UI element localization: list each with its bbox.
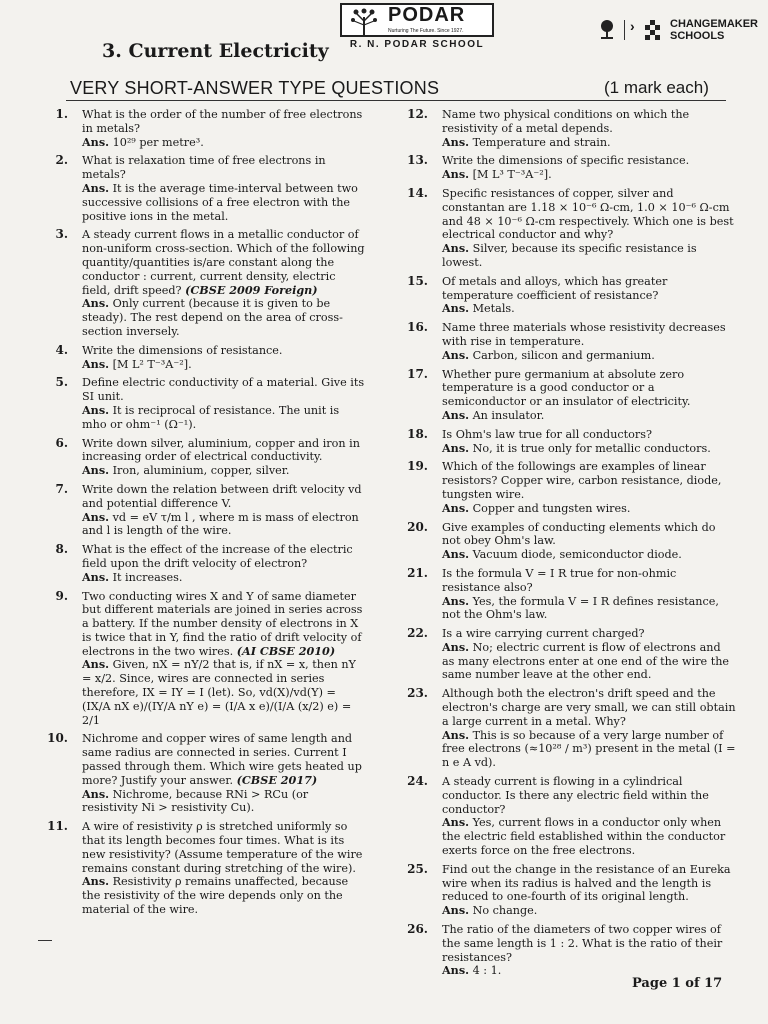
question-number: 3. <box>55 227 68 242</box>
answer-text: Metals. <box>472 302 515 316</box>
answer-label: Ans. <box>442 639 470 654</box>
answer-text: Iron, aluminium, copper, silver. <box>112 464 290 478</box>
question-number: 5. <box>55 375 68 390</box>
answer-label: Ans. <box>442 347 470 362</box>
question-number: 21. <box>407 565 428 580</box>
answer-label: Ans. <box>82 402 110 417</box>
question-item <box>402 863 736 918</box>
question-number: 4. <box>55 342 68 357</box>
question-body: Give examples of conducting elements which do not obey Ohm's law. <box>442 520 716 548</box>
question-item <box>42 543 366 584</box>
answer <box>82 358 366 372</box>
question-number: 18. <box>407 426 428 441</box>
answer-text: It is reciprocal of resistance. The unit is mho or ohm⁻¹ (Ω⁻¹). <box>82 403 340 431</box>
section-title: VERY SHORT-ANSWER TYPE QUESTIONS <box>70 78 440 98</box>
question-body: What is the order of the number of free electrons in metals? <box>82 108 363 135</box>
margin-dash <box>38 940 52 941</box>
question-text <box>82 732 366 787</box>
question-item <box>42 228 366 338</box>
question-item <box>402 567 736 622</box>
answer-label: Ans. <box>82 509 110 524</box>
question-number: 13. <box>407 153 428 168</box>
answer <box>442 595 736 623</box>
crest-icon <box>596 18 618 40</box>
question-body: A steady current flows in a metallic conductor of non-uniform cross-section. Which of the following quantity/quantities is/are constant along the conductor : current, current density, electric field, drift speed? <box>82 228 365 297</box>
question-text <box>442 428 736 442</box>
question-item <box>402 627 736 682</box>
question-text <box>82 108 366 136</box>
question-item <box>42 590 366 728</box>
answer <box>82 136 366 150</box>
answer <box>442 816 736 857</box>
answer-label: Ans. <box>442 407 470 422</box>
answer-label: Ans. <box>82 296 110 311</box>
answer-text: Vacuum diode, semiconductor diode. <box>472 548 682 562</box>
question-number: 7. <box>55 481 68 496</box>
question-body: Which of the followings are examples of linear resistors? Copper wire, carbon resistance, diode, tungsten wire. <box>442 460 722 501</box>
question-body: Define electric conductivity of a material. Give its SI unit. <box>82 376 365 404</box>
answer-text: vd = eV τ/m l , where m is mass of electron and l is length of the wire. <box>82 510 359 538</box>
answer-text: [M L² T⁻³A⁻²]. <box>112 357 192 371</box>
question-number: 16. <box>407 320 428 335</box>
question-item <box>42 437 366 478</box>
answer <box>442 442 736 456</box>
question-item <box>402 368 736 423</box>
question-number: 19. <box>407 459 428 474</box>
answer-text: 4 : 1. <box>472 964 502 978</box>
answer <box>82 511 366 539</box>
question-number: 9. <box>55 588 68 603</box>
question-body: What is relaxation time of free electrons in metals? <box>82 154 326 182</box>
question-item <box>402 923 736 978</box>
question-item <box>402 275 736 316</box>
question-item <box>402 775 736 858</box>
answer <box>442 302 736 316</box>
question-text <box>82 483 366 511</box>
question-text <box>82 590 366 659</box>
question-body: Write the dimensions of resistance. <box>82 343 283 357</box>
question-number: 15. <box>407 273 428 288</box>
chevron-right-icon: › <box>630 18 635 34</box>
question-body: Whether pure germanium at absolute zero temperature is a good conductor or a semiconductor or an insulator of electricity. <box>442 367 691 409</box>
answer-label: Ans. <box>82 569 110 584</box>
question-body: What is the effect of the increase of the electric field upon the drift velocity of electron? <box>82 543 353 570</box>
question-text <box>442 627 736 641</box>
question-item <box>402 154 736 182</box>
answer-text: Yes, the formula V = I R defines resistance, not the Ohm's law. <box>442 594 719 622</box>
answer-text: Copper and tungsten wires. <box>472 501 631 515</box>
question-text <box>442 275 736 303</box>
question-body: Write down the relation between drift velocity vd and potential difference V. <box>82 482 362 510</box>
answer-label: Ans. <box>442 167 470 182</box>
answer-label: Ans. <box>82 463 110 478</box>
question-number: 14. <box>407 185 428 200</box>
answer <box>442 136 736 150</box>
answer-text: Only current (because it is given to be steady). The rest depend on the area of cross-section inversely. <box>82 297 343 338</box>
partner-line1: CHANGEMAKER <box>670 18 758 30</box>
question-text <box>442 460 736 501</box>
answer-text: 10²⁹ per metre³. <box>112 135 204 149</box>
question-item <box>402 108 736 149</box>
answer-label: Ans. <box>82 356 110 371</box>
answer <box>442 641 736 682</box>
question-item <box>402 187 736 270</box>
question-body: Nichrome and copper wires of same length and same radius are connected in series. Current I passed through them. Which wire gets heated up more? Justify your answer. <box>82 732 362 787</box>
answer-label: Ans. <box>82 134 110 149</box>
question-text <box>82 543 366 571</box>
podar-logo <box>340 3 496 51</box>
question-body: A wire of resistivity ρ is stretched uniformly so that its length becomes four times. What is its new resistivity? (Assume temperature of the wire remains constant during stretching of the wire). <box>82 820 363 875</box>
answer-text: Temperature and strain. <box>472 135 611 149</box>
logo-box <box>340 3 494 37</box>
question-item <box>402 521 736 562</box>
question-number: 24. <box>407 774 428 789</box>
question-body: Find out the change in the resistance of an Eureka wire when its radius is halved and the length is reduced to one-fourth of its original length. <box>442 862 731 904</box>
answer <box>442 729 736 770</box>
question-text <box>82 820 366 875</box>
question-text <box>442 154 736 168</box>
question-item <box>402 687 736 770</box>
right-column <box>402 108 736 983</box>
answer-text: No change. <box>472 904 538 918</box>
answer-text: This is so because of a very large number of free electrons (≈10²⁸ / m³) present in the metal (I = n e A vd). <box>442 728 736 770</box>
answer <box>82 875 366 916</box>
question-number: 22. <box>407 626 428 641</box>
question-body: Specific resistances of copper, silver and constantan are 1.18 × 10⁻⁶ Ω-cm, 1.0 × 10⁻⁶ Ω-cm and 48 × 10⁻⁶ Ω-cm respectively. Which one is best electrical conductor and why? <box>442 186 734 242</box>
question-body: A steady current is flowing in a cylindrical conductor. Is there any electric field within the conductor? <box>442 775 709 816</box>
logo-separator <box>624 20 625 40</box>
partner-name <box>670 18 758 42</box>
answer-label: Ans. <box>442 440 470 455</box>
question-item <box>42 376 366 431</box>
partner-line2: SCHOOLS <box>670 30 725 42</box>
question-item <box>42 154 366 223</box>
question-text <box>82 228 366 297</box>
question-text <box>442 923 736 964</box>
question-body: Of metals and alloys, which has greater temperature coefficient of resistance? <box>442 274 668 302</box>
answer <box>442 409 736 423</box>
question-number: 6. <box>55 435 68 450</box>
question-number: 10. <box>47 731 68 746</box>
answer-label: Ans. <box>442 903 470 918</box>
exam-reference: (CBSE 2009 Foreign) <box>185 282 318 297</box>
answer-label: Ans. <box>442 963 470 978</box>
answer <box>442 502 736 516</box>
answer-text: It increases. <box>112 570 183 584</box>
answer-label: Ans. <box>442 593 470 608</box>
answer-label: Ans. <box>442 815 470 830</box>
question-text <box>442 521 736 549</box>
question-text <box>442 687 736 728</box>
answer <box>442 242 736 270</box>
question-number: 1. <box>55 107 68 121</box>
grid-logo-icon <box>642 20 662 40</box>
answer <box>442 548 736 562</box>
marks-label: (1 mark each) <box>604 78 709 97</box>
question-item <box>42 483 366 538</box>
question-body: Is Ohm's law true for all conductors? <box>442 427 653 441</box>
question-body: The ratio of the diameters of two copper wires of the same length is 1 : 2. What is the ratio of their resistances? <box>442 923 723 964</box>
answer-text: Silver, because its specific resistance is lowest. <box>442 242 697 269</box>
question-item <box>402 460 736 515</box>
answer-text: No, it is true only for metallic conductors. <box>472 441 711 455</box>
answer <box>82 571 366 585</box>
answer <box>82 404 366 432</box>
section-divider <box>66 100 726 101</box>
logo-tagline: Nurturing The Future. Since 1927. <box>388 28 464 34</box>
question-number: 25. <box>407 861 428 876</box>
question-text <box>442 321 736 349</box>
answer <box>82 658 366 727</box>
question-body: Is a wire carrying current charged? <box>442 627 645 641</box>
logo-word: PODAR <box>388 4 466 26</box>
answer-label: Ans. <box>442 727 470 742</box>
question-text <box>82 376 366 404</box>
answer-text: Given, nX = nY/2 that is, if nX = x, then nY = x/2. Since, wires are connected in series therefore, IX = IY = I (let). So, vd(X)/vd(Y) = (IX/A nX e)/(IY/A nY e) = (I/A x e)/(I/A (x/2) e) = 2/1 <box>82 658 356 727</box>
answer-label: Ans. <box>442 241 470 256</box>
question-number: 11. <box>47 819 68 834</box>
question-number: 12. <box>407 107 428 121</box>
question-text <box>442 567 736 595</box>
answer-label: Ans. <box>82 180 110 195</box>
answer <box>442 349 736 363</box>
answer-label: Ans. <box>82 786 110 801</box>
question-body: Write the dimensions of specific resistance. <box>442 154 690 168</box>
question-body: Name three materials whose resistivity decreases with rise in temperature. <box>442 321 726 348</box>
school-name: R. N. PODAR SCHOOL <box>349 39 485 50</box>
question-item <box>42 344 366 372</box>
question-text <box>442 187 736 242</box>
answer-text: No; electric current is flow of electrons and as many electrons enter at one end of the wire the same number leave at the other end. <box>442 640 730 682</box>
answer-label: Ans. <box>82 874 110 889</box>
question-text <box>442 108 736 136</box>
question-text <box>82 344 366 358</box>
question-text <box>442 775 736 816</box>
answer <box>82 788 366 816</box>
question-body: Name two physical conditions on which the resistivity of a metal depends. <box>442 108 690 135</box>
answer <box>82 464 366 478</box>
question-body: Although both the electron's drift speed and the electron's charge are very small, we can still obtain a large current in a metal. Why? <box>442 687 736 728</box>
tree-icon <box>348 7 380 35</box>
answer-text: An insulator. <box>472 408 545 422</box>
question-text <box>82 154 366 182</box>
answer-text: Carbon, silicon and germanium. <box>472 348 655 362</box>
question-number: 17. <box>407 366 428 381</box>
answer-text: Nichrome, because RNi > RCu (or resistivity Ni > resistivity Cu). <box>82 787 309 815</box>
question-number: 23. <box>407 686 428 701</box>
answer <box>82 297 366 338</box>
question-item <box>402 321 736 362</box>
question-number: 8. <box>55 542 68 557</box>
chapter-title: 3. Current Electricity <box>102 40 329 62</box>
exam-reference: (AI CBSE 2010) <box>236 643 336 658</box>
question-item <box>42 732 366 815</box>
question-body: Write down silver, aluminium, copper and iron in increasing order of electrical conductivity. <box>82 436 360 464</box>
answer-text: Yes, current flows in a conductor only when the electric field established within the conductor exerts force on the free electrons. <box>442 816 726 858</box>
question-body: Two conducting wires X and Y of same diameter but different materials are joined in series across a battery. If the number density of electrons in X is twice that in Y, find the ratio of drift velocity of electrons in the two wires. <box>82 589 363 658</box>
question-number: 20. <box>407 519 428 534</box>
answer-text: It is the average time-interval between two successive collisions of a free electron with the positive ions in the metal. <box>82 181 358 223</box>
answer-label: Ans. <box>82 657 110 672</box>
answer-label: Ans. <box>442 134 470 149</box>
exam-reference: (CBSE 2017) <box>236 772 318 787</box>
question-number: 2. <box>55 153 68 168</box>
answer <box>442 168 736 182</box>
left-column <box>42 108 366 922</box>
answer <box>442 904 736 918</box>
question-number: 26. <box>407 922 428 937</box>
answer-label: Ans. <box>442 500 470 515</box>
answer-label: Ans. <box>442 301 470 316</box>
question-item <box>402 428 736 456</box>
question-text <box>442 368 736 409</box>
page-number: Page 1 of 17 <box>632 976 723 991</box>
question-text <box>82 437 366 465</box>
question-text <box>442 863 736 904</box>
question-item <box>42 820 366 917</box>
answer <box>82 182 366 223</box>
question-body: Is the formula V = I R true for non-ohmic resistance also? <box>442 566 677 594</box>
answer-text: [M L³ T⁻³A⁻²]. <box>472 168 552 182</box>
answer-text: Resistivity ρ remains unaffected, because the resistivity of the wire depends only on the material of the wire. <box>82 875 349 917</box>
question-item <box>42 108 366 149</box>
answer-label: Ans. <box>442 547 470 562</box>
